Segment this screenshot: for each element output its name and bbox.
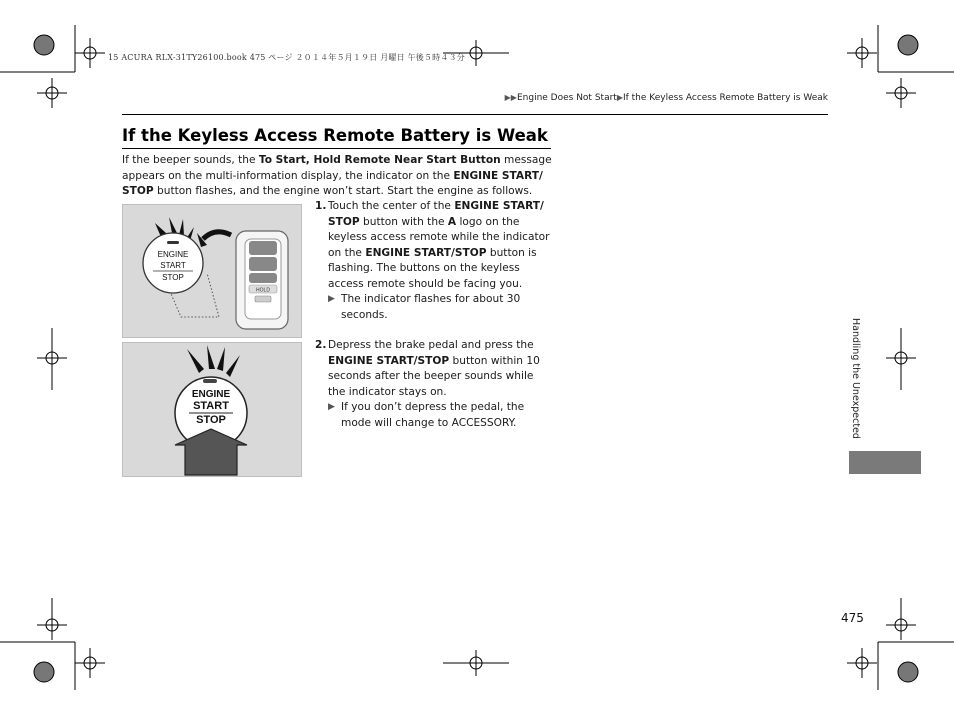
step-bold: ENGINE START/STOP [365, 246, 487, 259]
step-text: button within 10 seconds after the beeper sounds while the indicator stays on. [328, 354, 540, 398]
step-text: logo on the keyless access remote while the indicator on the [328, 215, 550, 259]
breadcrumb-item: If the Keyless Access Remote Battery is Weak [622, 93, 828, 103]
step-number: 1. [315, 200, 327, 212]
step-text: Depress the brake pedal and press the [328, 339, 534, 351]
step-text: Touch the center of the [328, 200, 455, 212]
page-number: 475 [841, 611, 864, 625]
side-tab-text: Handling the Unexpected [850, 318, 861, 439]
step-text: button is flashing. The buttons on the keyless access remote should be facing you. [328, 246, 537, 290]
step-bold: ENGINE START/STOP [328, 354, 450, 367]
button-text: STOP [196, 414, 226, 426]
step-number: 2. [315, 339, 327, 351]
intro-bold: ENGINE START/ STOP [122, 169, 543, 198]
note-arrow-icon: ▶ [328, 402, 335, 412]
step-text: button with the [359, 215, 448, 228]
button-text: START [193, 400, 229, 412]
button-text: STOP [162, 273, 184, 282]
printer-header: 15 ACURA RLX-31TY26100.book 475 ページ ２０１４年５月１９日 月曜日 午後５時４３分 [108, 53, 465, 62]
intro-text: button flashes, and the engine won’t start. Start the engine as follows. [153, 185, 533, 198]
intro-text: message appears on the multi-information display, the indicator on the [122, 154, 552, 182]
registration-target-icon [898, 662, 918, 682]
intro-bold: To Start, Hold Remote Near Start Button [258, 154, 501, 166]
hold-label: HOLD [256, 287, 270, 294]
note-text: The indicator flashes for about 30 seconds. [341, 293, 521, 321]
note-text: If you don’t depress the pedal, the mode will change to ACCESSORY. [341, 401, 525, 429]
breadcrumb-item: Engine Does Not Start [516, 93, 617, 103]
step-bold: A [447, 215, 457, 228]
breadcrumb-arrow-icon: ▶▶ [504, 93, 517, 102]
breadcrumb-arrow-icon: ▶ [616, 93, 623, 102]
note-arrow-icon: ▶ [328, 294, 335, 304]
button-text: START [160, 261, 186, 270]
step-bold: ENGINE START/ STOP [328, 200, 544, 228]
registration-target-icon [34, 662, 54, 682]
registration-target-icon [34, 35, 54, 55]
button-text: ENGINE [191, 389, 231, 400]
button-text: ENGINE [157, 250, 189, 259]
page-title: If the Keyless Access Remote Battery is Weak [122, 126, 548, 145]
registration-target-icon [898, 35, 918, 55]
intro-text: If the beeper sounds, the [122, 154, 259, 166]
